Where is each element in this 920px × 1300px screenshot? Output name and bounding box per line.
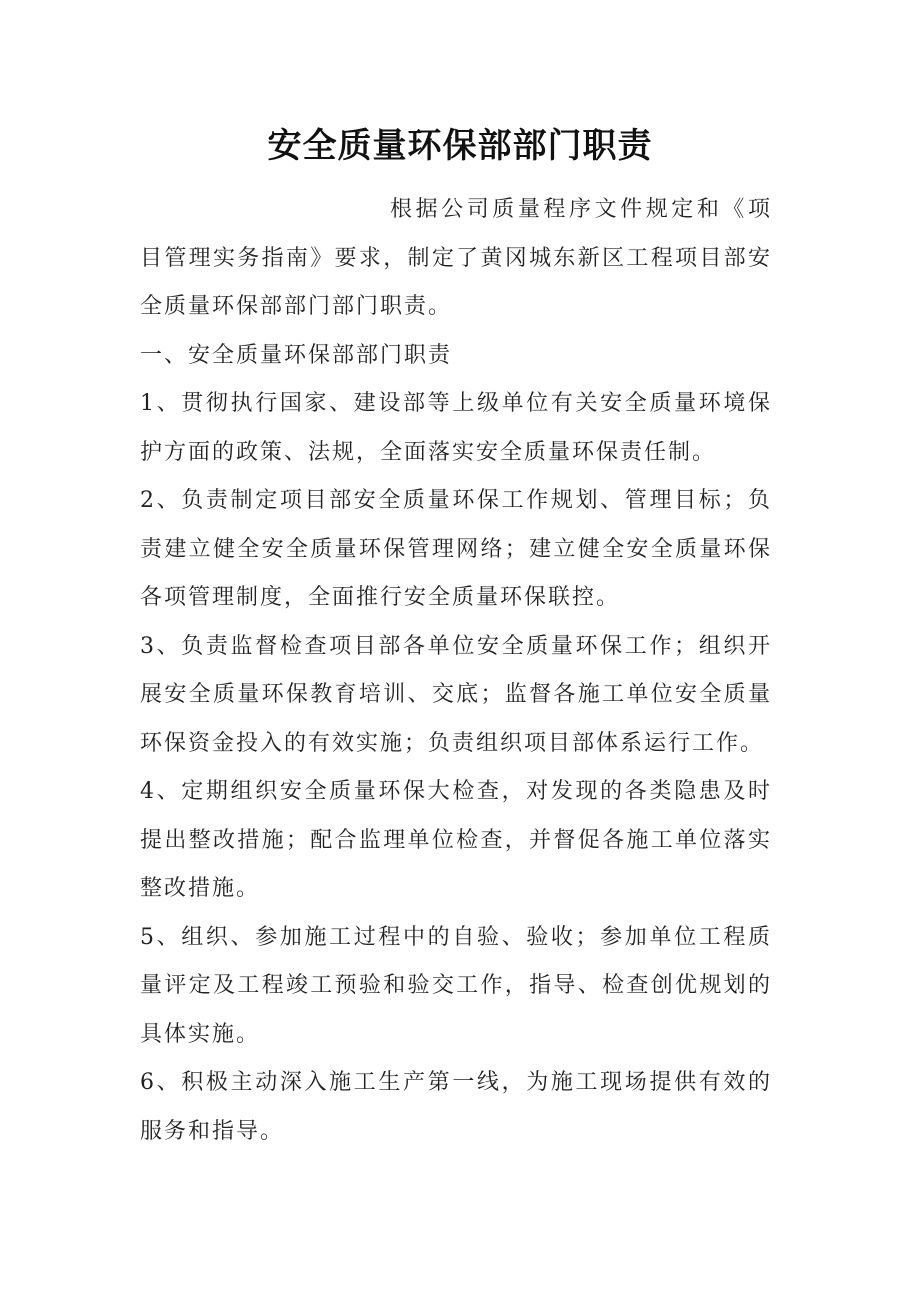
duty-item-5: 5、组织、参加施工过程中的自验、验收；参加单位工程质量评定及工程竣工预验和验交工作，指导、检查创优规划的具体实施。 [140,924,772,1047]
duty-item-2: 2、负责制定项目部安全质量环保工作规划、管理目标；负责建立健全安全质量环保管理网络；建立健全安全质量环保各项管理制度，全面推行安全质量环保联控。 [140,488,772,610]
intro-paragraph: 根据公司质量程序文件规定和《项目管理实务指南》要求，制定了黄冈城东新区工程项目部安全质量环保部部门部门职责。 [140,197,772,319]
duty-item-3: 3、负责监督检查项目部各单位安全质量环保工作；组织开展安全质量环保教育培训、交底；监督各施工单位安全质量环保资金投入的有效实施；负责组织项目部体系运行工作。 [140,633,772,756]
duty-item-4: 4、定期组织安全质量环保大检查，对发现的各类隐患及时提出整改措施；配合监理单位检查，并督促各施工单位落实整改措施。 [140,779,772,901]
duty-item-6: 6、积极主动深入施工生产第一线，为施工现场提供有效的服务和指导。 [140,1070,772,1144]
section-heading: 一、安全质量环保部部门职责 [140,342,453,368]
duty-item-1: 1、贯彻执行国家、建设部等上级单位有关安全质量环境保护方面的政策、法规，全面落实安全质量环保责任制。 [140,391,772,465]
document-body [140,186,772,1156]
document-title: 安全质量环保部部门职责 [267,126,653,166]
